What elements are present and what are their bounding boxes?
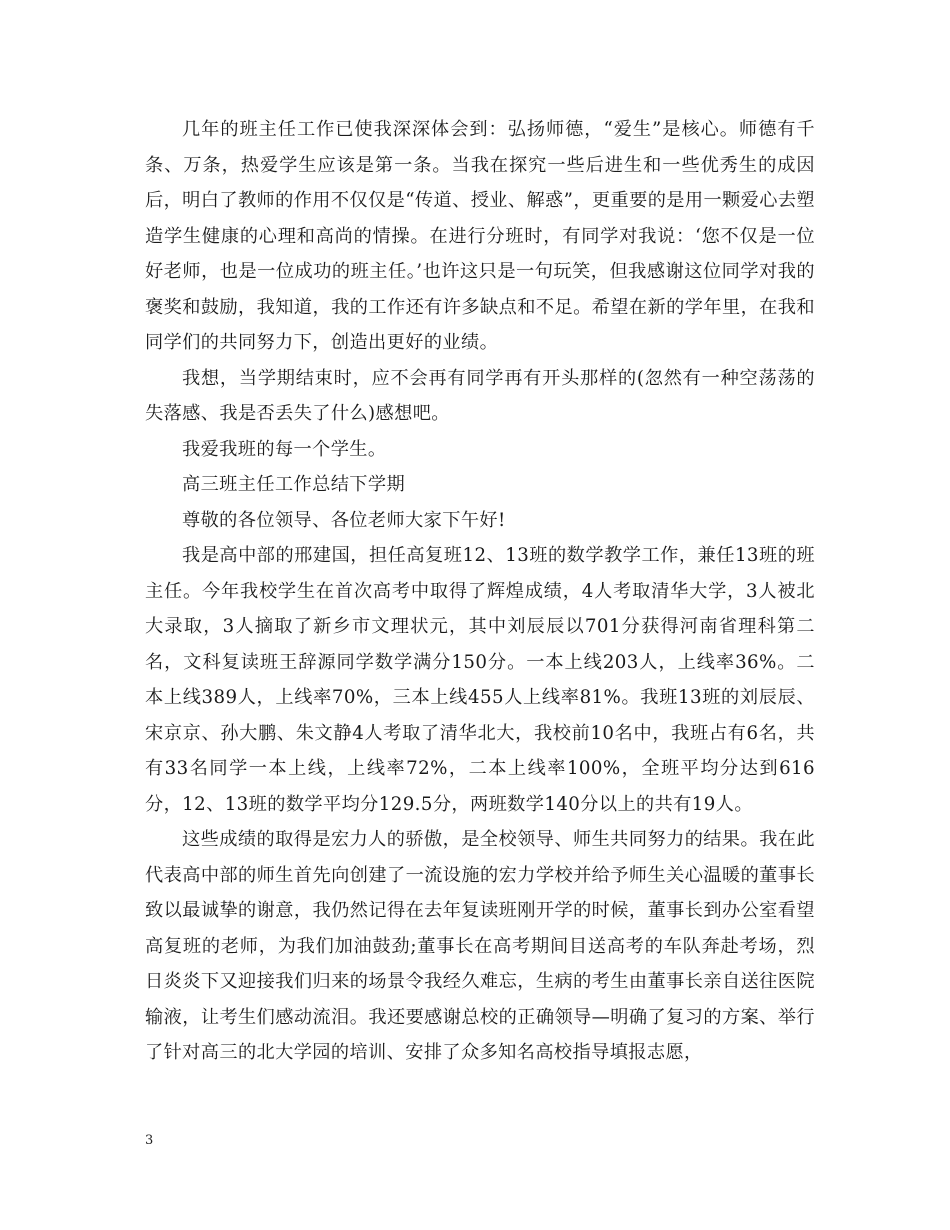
paragraph-greeting: 尊敬的各位领导、各位老师大家下午好! — [182, 509, 506, 531]
paragraph-thanks: 这些成绩的取得是宏力人的骄傲，是全校领导、师生共同努力的结果。我在此代表高中部的师生首先向创建了一流设施的宏力学校并给予师生关心温暖的董事长致以最诚挚的谢意，我仍然记得在去年复读班刚开学的时候，董事长到办公室看望高复班的老师，为我们加油鼓劲;董事长在高考期间目送高考的车队奔赴考场，烈日炎炎下又迎接我们归来的场景令我经久难忘，生病的考生由董事长亲自送往医院输液，让考生们感动流泪。我还要感谢总校的正确领导—明确了复习的方案、举行了针对高三的北大学园的培训、安排了众多知名高校指导填报志愿， — [145, 829, 815, 1063]
page-number: 3 — [145, 1133, 154, 1148]
document-body — [145, 112, 815, 1071]
paragraph-love-students: 我爱我班的每一个学生。 — [182, 438, 387, 460]
section-title: 高三班主任工作总结下学期 — [182, 474, 406, 495]
paragraph-exam-results: 我是高中部的邢建国，担任高复班12、13班的数学教学工作，兼任13班的班主任。今年我校学生在首次高考中取得了辉煌成绩，4人考取清华大学，3人被北大录取，3人摘取了新乡市文理状元，其中刘辰辰以701分获得河南省理科第二名，文科复读班王辞源同学数学满分150分。一本上线203人，上线率36%。二本上线389人，上线率70%，三本上线455人上线率81%。我班13班的刘辰辰、宋京京、孙大鹏、朱文静4人考取了清华北大，我校前10名中，我班占有6名，共有33名同学一本上线，上线率72%，二本上线率100%，全班平均分达到616分，12、13班的数学平均分129.5分，两班数学140分以上的共有19人。 — [145, 545, 815, 815]
paragraph-teacher-ethics: 几年的班主任工作已使我深深体会到：弘扬师德，“爱生”是核心。师德有千条、万条，热爱学生应该是第一条。当我在探究一些后进生和一些优秀生的成因后，明白了教师的作用不仅仅是“传道、授业、解惑”，更重要的是用一颗爱心去塑造学生健康的心理和高尚的情操。在进行分班时，有同学对我说：‘您不仅是一位好老师，也是一位成功的班主任。’也许这只是一句玩笑，但我感谢这位同学对我的褒奖和鼓励，我知道，我的工作还有许多缺点和不足。希望在新的学年里，在我和同学们的共同努力下，创造出更好的业绩。 — [145, 119, 815, 353]
paragraph-semester-end: 我想，当学期结束时，应不会再有同学再有开头那样的(忽然有一种空荡荡的失落感、我是否丢失了什么)感想吧。 — [145, 367, 815, 424]
